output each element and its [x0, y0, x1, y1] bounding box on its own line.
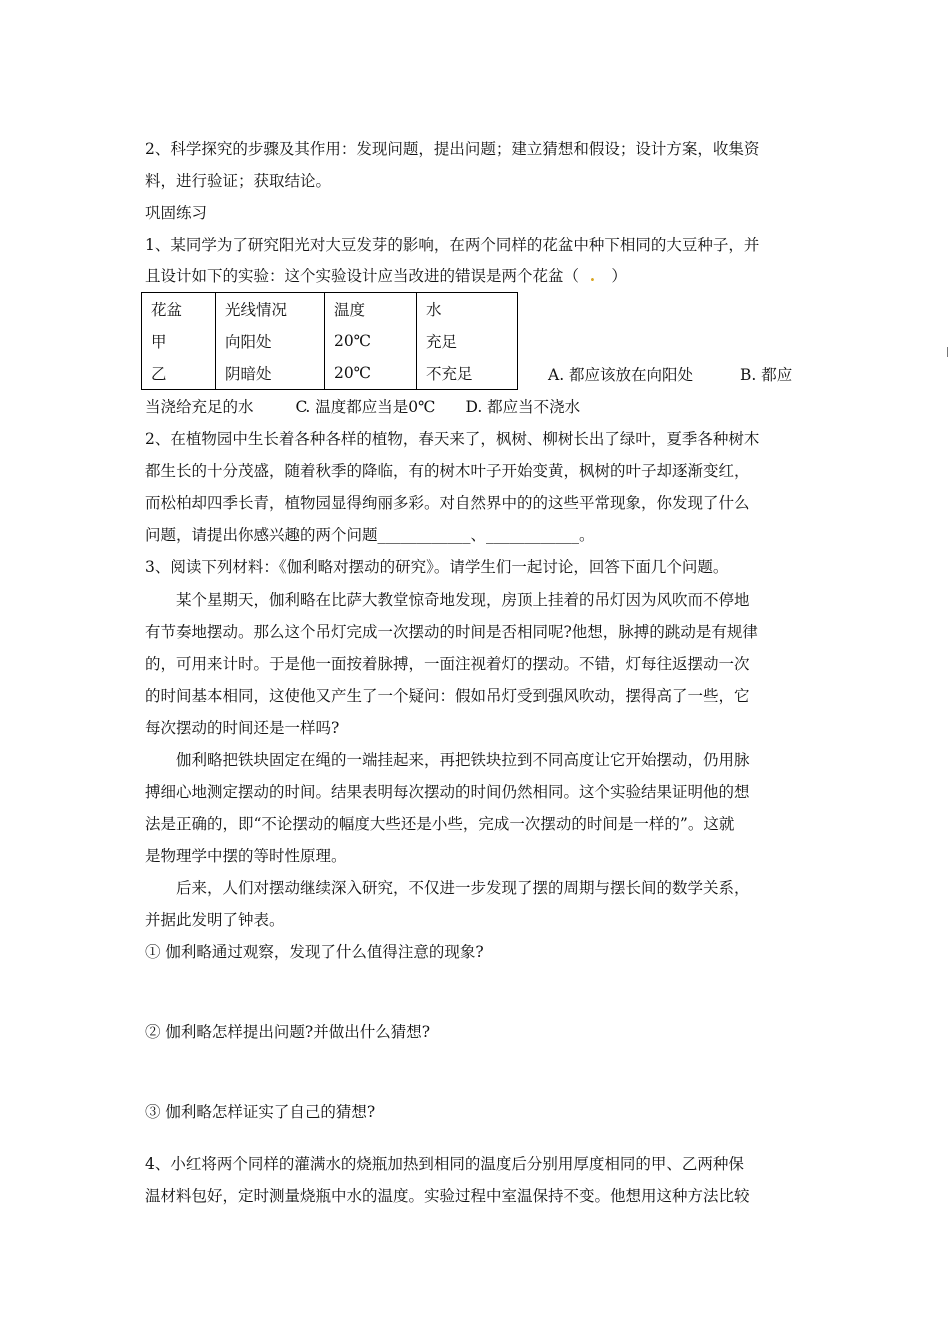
para2-line: 搏细心地测定摆动的时间。结果表明每次摆动的时间仍然相同。这个实验结果证明他的想	[145, 783, 750, 801]
sub-question-2: ② 伽利略怎样提出问题?并做出什么猜想?	[145, 1023, 431, 1041]
option-b-start: B. 都应	[740, 366, 793, 384]
table-row	[142, 325, 518, 357]
para1-line: 每次摆动的时间还是一样吗?	[145, 719, 340, 737]
para2-line: 伽利略把铁块固定在绳的一端挂起来，再把铁块拉到不同高度让它开始摆动，仍用脉	[176, 751, 750, 769]
sub-question-3: ③ 伽利略怎样证实了自己的猜想?	[145, 1103, 376, 1121]
para3-line: 后来，人们对摆动继续深入研究，不仅进一步发现了摆的周期与摆长间的数学关系，	[176, 879, 750, 897]
answer-blank: .	[579, 266, 612, 285]
edge-mark	[947, 347, 948, 357]
para3-line: 并据此发明了钟表。	[145, 911, 285, 929]
table-cell: 充足	[417, 325, 518, 357]
table-header-row	[142, 293, 518, 326]
table-cell: 甲	[142, 325, 216, 357]
q1-line-2-text: 且设计如下的实验：这个实验设计应当改进的错误是两个花盆（	[145, 267, 580, 285]
sub-question-1: ① 伽利略通过观察，发现了什么值得注意的现象?	[145, 943, 484, 961]
para2-line: 法是正确的，即“不论摆动的幅度大些还是小些，完成一次摆动的时间是一样的”。这就	[145, 815, 735, 833]
table-header-cell: 花盆	[142, 293, 216, 326]
para1-line: 的，可用来计时。于是他一面按着脉搏，一面注视着灯的摆动。不错，灯每往返摆动一次	[145, 655, 750, 673]
steps-line-1: 2、科学探究的步骤及其作用：发现问题，提出问题；建立猜想和假设；设计方案，收集资	[145, 140, 760, 158]
q2-line-1: 2、在植物园中生长着各种各样的植物，春天来了，枫树、柳树长出了绿叶，夏季各种树木	[145, 430, 760, 448]
table-cell: 乙	[142, 357, 216, 390]
q4-line-1: 4、小红将两个同样的灌满水的烧瓶加热到相同的温度后分别用厚度相同的甲、乙两种保	[145, 1155, 744, 1173]
q1-line-2	[145, 266, 627, 286]
q2-line-2: 都生长的十分茂盛，随着秋季的降临，有的树木叶子开始变黄，枫树的叶子却逐渐变红，	[145, 462, 750, 480]
steps-line-2: 料，进行验证；获取结论。	[145, 172, 332, 190]
table-cell: 20℃	[325, 357, 417, 390]
table-cell: 阴暗处	[216, 357, 325, 390]
options-line-2	[145, 397, 580, 417]
table-header-cell: 水	[417, 293, 518, 326]
table-header-cell: 光线情况	[216, 293, 325, 326]
para2-line: 是物理学中摆的等时性原理。	[145, 847, 347, 865]
q1-line-2-end: ）	[611, 267, 627, 285]
experiment-table	[141, 292, 518, 390]
option-c: . 温度都应当是0℃	[305, 398, 436, 416]
q3-line-1: 3、阅读下列材料：《伽利略对摆动的研究》。请学生们一起讨论，回答下面几个问题。	[145, 558, 729, 576]
table-cell: 20℃	[325, 325, 417, 357]
option-a: A. 都应该放在向阳处	[548, 366, 694, 384]
option-c-letter: C	[295, 398, 308, 416]
table-cell: 向阳处	[216, 325, 325, 357]
option-b-end: 当浇给充足的水	[145, 398, 254, 416]
para1-line: 的时间基本相同，这使他又产生了一个疑问：假如吊灯受到强风吹动，摆得高了一些，它	[145, 687, 750, 705]
table-header-cell: 温度	[325, 293, 417, 326]
q1-line-1: 1、某同学为了研究阳光对大豆发芽的影响，在两个同样的花盆中种下相同的大豆种子，并	[145, 236, 760, 254]
section-title: 巩固练习	[145, 204, 208, 222]
option-d: D. 都应当不浇水	[465, 398, 581, 416]
q4-line-2: 温材料包好，定时测量烧瓶中水的温度。实验过程中室温保持不变。他想用这种方法比较	[145, 1187, 750, 1205]
para1-line: 有节奏地摆动。那么这个吊灯完成一次摆动的时间是否相同呢?他想，脉搏的跳动是有规律	[145, 623, 758, 641]
q2-line-3: 而松柏却四季长青，植物园显得绚丽多彩。对自然界中的的这些平常现象，你发现了什么	[145, 494, 750, 512]
table-row	[142, 357, 518, 390]
table-cell: 不充足	[417, 357, 518, 390]
q2-line-4: 问题，请提出你感兴趣的两个问题____________、____________。	[145, 526, 595, 544]
para1-line: 某个星期天，伽利略在比萨大教堂惊奇地发现，房顶上挂着的吊灯因为风吹而不停地	[176, 591, 750, 609]
